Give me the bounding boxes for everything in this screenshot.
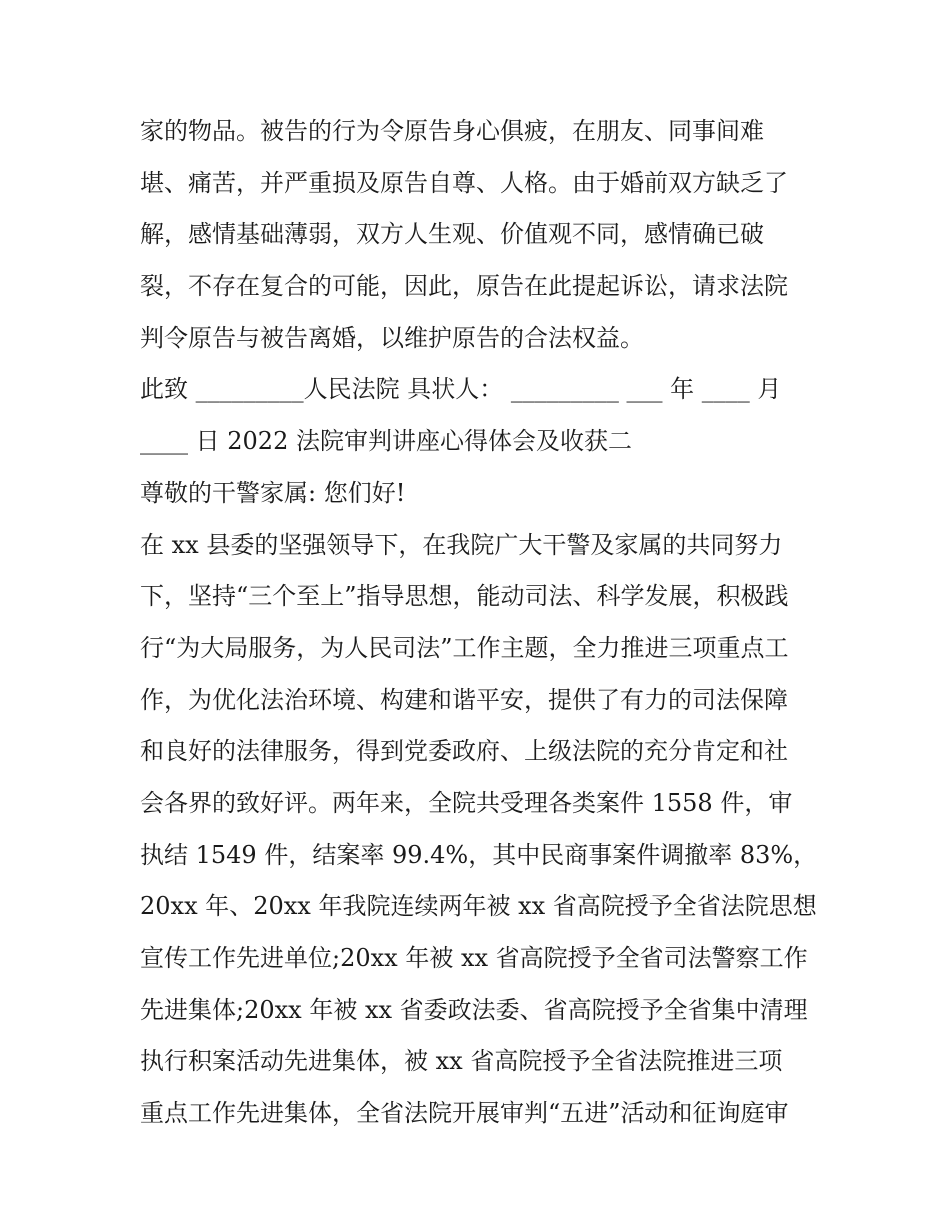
text-line: 判令原告与被告离婚，以维护原告的合法权益。 [140,323,644,352]
greeting-line: 尊敬的干警家属: 您们好! [140,478,406,507]
text-line: 会各界的致好评。两年来，全院共受理各类案件 1558 件，审 [140,788,793,817]
text-line: 在 xx 县委的坚强领导下，在我院广大干警及家属的共同努力 [140,530,783,559]
text-line: 行“为大局服务，为人民司法”工作主题，全力推进三项重点工 [140,633,789,662]
text-line: 先进集体;20xx 年被 xx 省委政法委、省高院授予全省集中清理 [140,995,808,1024]
text-line: 20xx 年、20xx 年我院连续两年被 xx 省高院授予全省法院思想 [140,892,817,921]
text-line: 作，为优化法治环境、构建和谐平安，提供了有力的司法保障 [140,685,788,714]
text-line: 执结 1549 件，结案率 99.4%，其中民商事案件调撤率 83%， [140,840,818,869]
text-line: 重点工作先进集体，全省法院开展审判“五进”活动和征询庭审 [140,1099,789,1128]
text-line: 家的物品。被告的行为令原告身心俱疲，在朋友、同事间难 [140,117,764,145]
date-title-line: ____ 日 2022 法院审判讲座心得体会及收获二 [140,427,632,456]
text-line: 执行积案活动先进集体，被 xx 省高院授予全省法院推进三项 [140,1047,783,1076]
text-line: 解，感情基础薄弱，双方人生观、价值观不同，感情确已破 [140,220,764,249]
text-line: 堪、痛苦，并严重损及原告自尊、人格。由于婚前双方缺乏了 [140,168,788,197]
text-line: 下，坚持“三个至上”指导思想，能动司法、科学发展，积极践 [140,582,789,611]
document-body [140,106,820,1140]
text-line: 宣传工作先进单位;20xx 年被 xx 省高院授予全省司法警察工作 [140,944,808,972]
text-line: 和良好的法律服务，得到党委政府、上级法院的充分肯定和社 [140,737,788,766]
salutation-signature-line: 此致 _________人民法院 具状人： _________ ___ 年 ____ 月 [140,375,782,404]
text-line: 裂，不存在复合的可能，因此，原告在此提起诉讼，请求法院 [140,272,788,301]
